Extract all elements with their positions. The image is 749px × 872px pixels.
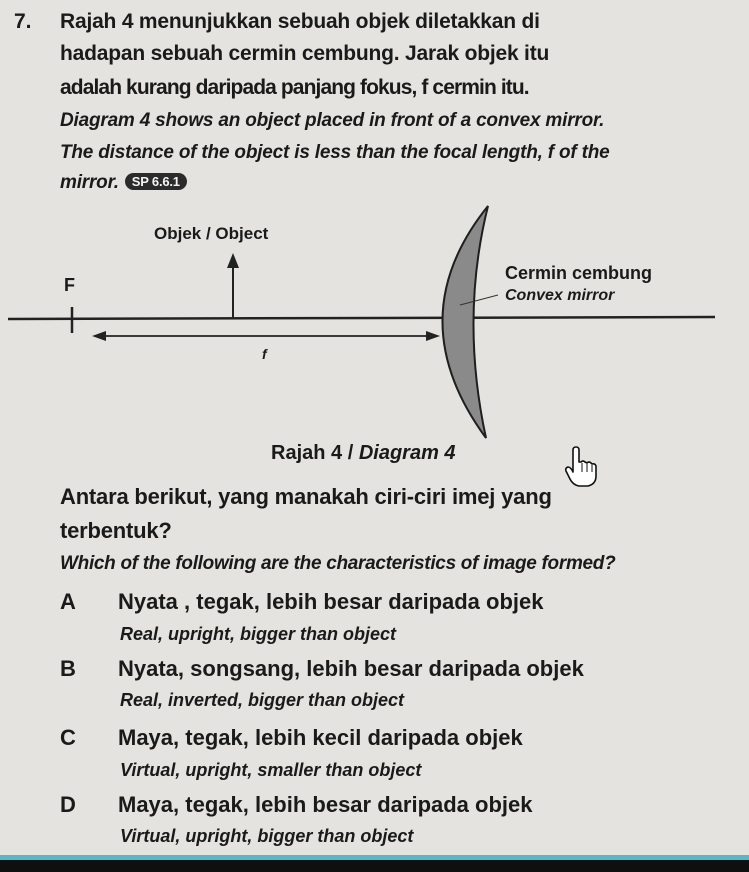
skill-badge: SP 6.6.1 — [125, 173, 187, 190]
question-line-ms-1: Rajah 4 menunjukkan sebuah objek diletakkan di — [60, 10, 540, 33]
question-line-ms-3: adalah kurang daripada panjang fokus, f cermin itu. — [60, 76, 529, 99]
focal-length-arrowhead-right — [426, 331, 440, 341]
bottom-bar — [0, 855, 749, 872]
option-c-text-ms: Maya, tegak, lebih kecil daripada objek — [118, 725, 523, 750]
convex-mirror-shape — [442, 206, 488, 438]
mirror-label-ms: Cermin cembung — [505, 263, 653, 283]
object-label: Objek / Object — [154, 224, 269, 243]
option-a-text-en: Real, upright, bigger than object — [120, 624, 397, 644]
diagram-caption: Rajah 4 / Diagram 4 — [271, 442, 456, 464]
question-line-en-2: The distance of the object is less than the focal length, f of the — [60, 142, 610, 163]
diagram-caption-ms: Rajah 4 — [271, 442, 343, 464]
prompt-ms-line-1: Antara berikut, yang manakah ciri-ciri imej yang — [60, 484, 552, 509]
focal-length-label: f — [262, 346, 267, 362]
option-a-letter: A — [60, 589, 76, 614]
object-arrowhead — [227, 253, 239, 268]
focus-label: F — [64, 275, 75, 295]
question-number: 7. — [14, 10, 32, 33]
question-line-en-1: Diagram 4 shows an object placed in front of a convex mirror. — [60, 110, 605, 131]
option-c-text-en: Virtual, upright, smaller than object — [120, 760, 422, 780]
question-line-en-3-text: mirror. — [60, 172, 119, 193]
option-d-text-ms: Maya, tegak, lebih besar daripada objek — [118, 792, 533, 817]
question-line-ms-2: hadapan sebuah cermin cembung. Jarak objek itu — [60, 42, 550, 65]
bottom-accent-strip — [0, 855, 749, 860]
option-b-text-en: Real, inverted, bigger than object — [120, 690, 405, 710]
option-b-letter: B — [60, 656, 76, 681]
option-a-text-ms: Nyata , tegak, lebih besar daripada objek — [118, 589, 544, 614]
prompt-ms-line-2: terbentuk? — [60, 518, 172, 543]
option-d-letter: D — [60, 792, 76, 817]
option-b-text-ms: Nyata, songsang, lebih besar daripada objek — [118, 656, 584, 681]
hand-pointer-icon — [564, 446, 598, 488]
prompt-en: Which of the following are the characteristics of image formed? — [60, 553, 616, 574]
diagram-caption-en: Diagram 4 — [358, 442, 456, 464]
focal-length-arrowhead-left — [92, 331, 106, 341]
option-d-text-en: Virtual, upright, bigger than object — [120, 826, 414, 846]
option-c-letter: C — [60, 725, 76, 750]
mirror-label-en: Convex mirror — [505, 287, 615, 304]
principal-axis — [8, 317, 715, 319]
